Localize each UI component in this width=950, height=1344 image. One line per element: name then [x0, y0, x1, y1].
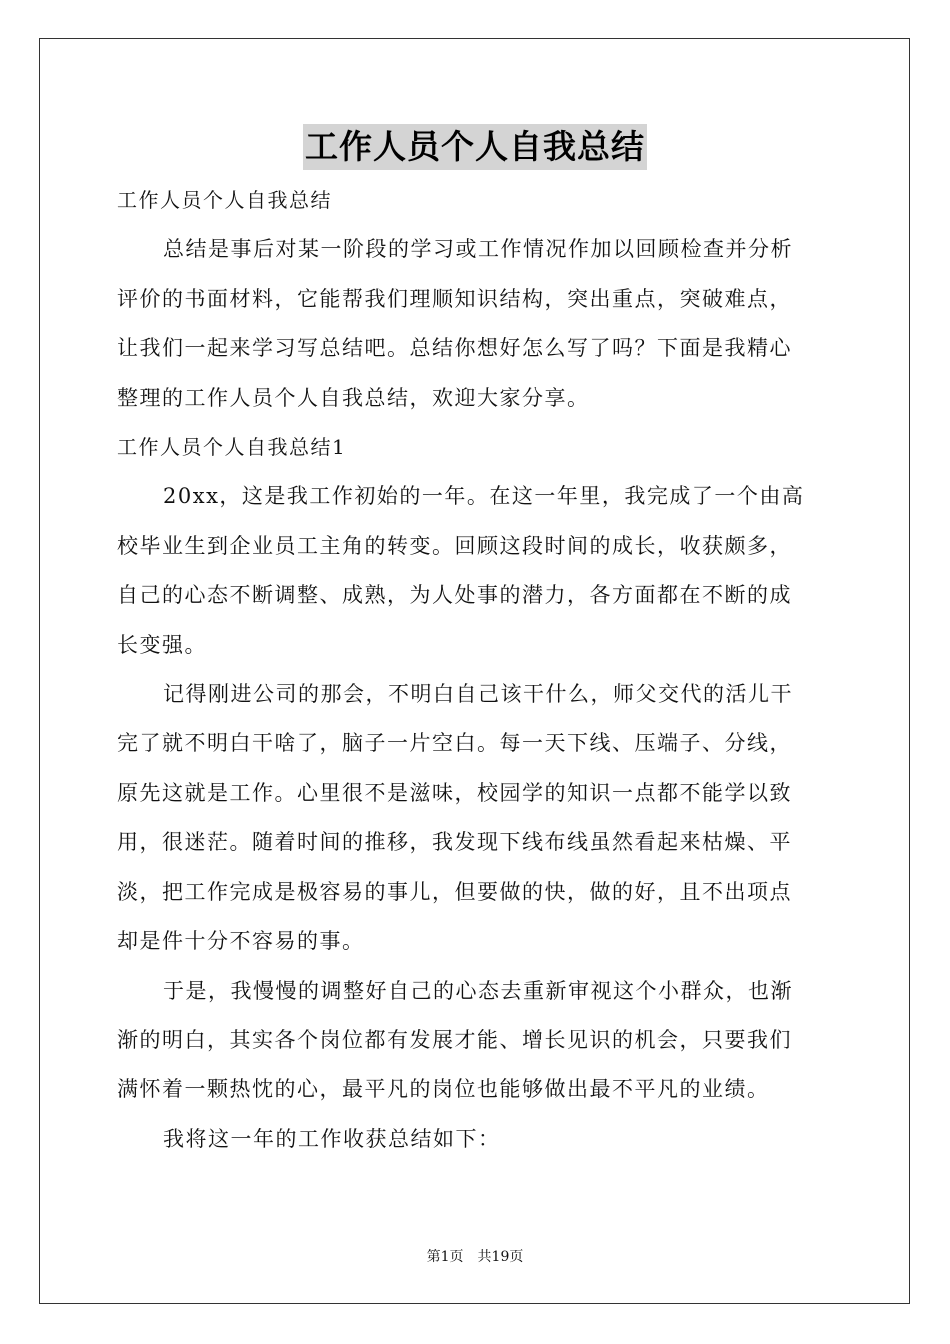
paragraph-line: 校毕业生到企业员工主角的转变。回顾这段时间的成长，收获颇多， — [117, 533, 792, 558]
title-container — [0, 124, 950, 170]
paragraph-line: 却是件十分不容易的事。 — [117, 929, 365, 954]
document-title: 工作人员个人自我总结 — [303, 124, 647, 170]
page-number: 第1页 — [426, 1249, 464, 1265]
paragraph-line: 记得刚进公司的那会，不明白自己该干什么，师父交代的活儿干 — [163, 682, 793, 707]
paragraph-line: 淡，把工作完成是极容易的事儿，但要做的快，做的好，且不出项点 — [117, 879, 792, 904]
paragraph-line: 自己的心态不断调整、成熟，为人处事的潜力，各方面都在不断的成 — [117, 583, 792, 608]
paragraph-line: 渐的明白，其实各个岗位都有发展才能、增长见识的机会，只要我们 — [117, 1027, 792, 1052]
paragraph-line: 让我们一起来学习写总结吧。总结你想好怎么写了吗？下面是我精心 — [117, 336, 792, 361]
document-body — [117, 176, 833, 1164]
paragraph-line: 总结是事后对某一阶段的学习或工作情况作加以回顾检查并分析 — [163, 237, 793, 262]
page-total: 共19页 — [477, 1249, 524, 1265]
paragraph-line: 我将这一年的工作收获总结如下： — [163, 1126, 501, 1151]
page-footer — [0, 1248, 950, 1266]
paragraph-line: 整理的工作人员个人自我总结，欢迎大家分享。 — [117, 385, 590, 410]
paragraph-line: 长变强。 — [117, 632, 207, 657]
subtitle-line: 工作人员个人自我总结 — [117, 188, 332, 212]
paragraph-line: 于是，我慢慢的调整好自己的心态去重新审视这个小群众，也渐 — [163, 978, 793, 1003]
paragraph-line: 评价的书面材料，它能帮我们理顺知识结构，突出重点，突破难点， — [117, 286, 792, 311]
section-heading: 工作人员个人自我总结1 — [117, 435, 347, 460]
paragraph-line: 原先这就是工作。心里很不是滋味，校园学的知识一点都不能学以致 — [117, 780, 792, 805]
paragraph-line: 20xx，这是我工作初始的一年。在这一年里，我完成了一个由高 — [163, 484, 805, 509]
paragraph-line: 完了就不明白干啥了，脑子一片空白。每一天下线、压端子、分线， — [117, 731, 792, 756]
paragraph-line: 满怀着一颗热忱的心，最平凡的岗位也能够做出最不平凡的业绩。 — [117, 1077, 770, 1102]
paragraph-line: 用，很迷茫。随着时间的推移，我发现下线布线虽然看起来枯燥、平 — [117, 830, 792, 855]
